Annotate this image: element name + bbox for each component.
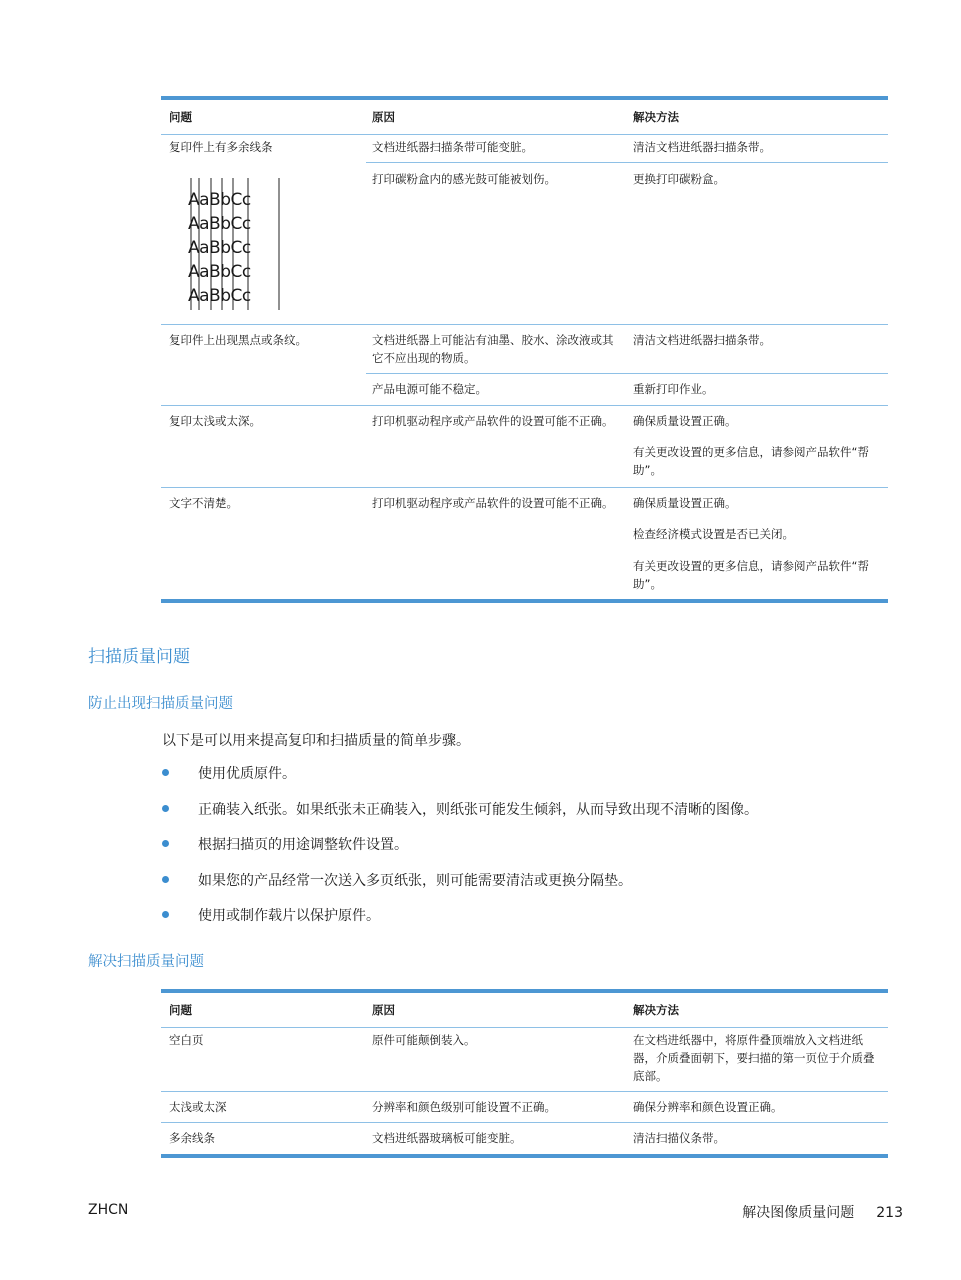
row-divider bbox=[161, 1122, 888, 1123]
bullet-text: 如果您的产品经常一次送入多页纸张，则可能需要清洁或更换分隔垫。 bbox=[198, 872, 632, 889]
table-cell-solution: 确保质量设置正确。 bbox=[633, 414, 737, 428]
table-cell-cause: 文档进纸器扫描条带可能变脏。 bbox=[372, 140, 533, 154]
table-cell-solution: 确保质量设置正确。 bbox=[633, 496, 737, 510]
table-cell-solution: 清洁文档进纸器扫描条带。 bbox=[633, 140, 771, 154]
header-cause: 原因 bbox=[372, 1003, 395, 1017]
prevent-title: 防止出现扫描质量问题 bbox=[88, 696, 233, 712]
table-cell-solution: 清洁扫描仪条带。 bbox=[633, 1131, 725, 1145]
table-cell-problem: 空白页 bbox=[169, 1033, 204, 1047]
bullet-icon bbox=[162, 805, 169, 812]
table-cell-solution: 在文档进纸器中，将原件叠顶端放入文档进纸器，介质叠面朝下，要扫描的第一页位于介质叠底部。 bbox=[633, 1033, 875, 1083]
table-cell-cause: 分辨率和颜色级别可能设置不正确。 bbox=[372, 1100, 556, 1114]
bullet-icon bbox=[162, 769, 169, 776]
table-cell-solution: 更换打印碳粉盒。 bbox=[633, 172, 725, 186]
footer-locale: ZHCN bbox=[88, 1202, 129, 1218]
bullet-icon bbox=[162, 840, 169, 847]
list-item bbox=[162, 799, 758, 835]
copy-quality-table bbox=[161, 96, 888, 604]
row-divider bbox=[161, 405, 888, 406]
sample-text-line: AaBbCc bbox=[188, 190, 251, 210]
row-divider bbox=[161, 487, 888, 488]
table-cell-problem: 复印太浅或太深。 bbox=[169, 414, 261, 428]
footer-chapter-title: 解决图像质量问题 bbox=[742, 1205, 855, 1221]
sample-text-line: AaBbCc bbox=[188, 262, 251, 282]
section-title: 扫描质量问题 bbox=[88, 647, 190, 667]
prevent-bullet-list bbox=[162, 763, 758, 941]
header-solution: 解决方法 bbox=[633, 110, 679, 124]
scan-quality-table bbox=[161, 989, 888, 1159]
prevent-intro: 以下是可以用来提高复印和扫描质量的简单步骤。 bbox=[162, 733, 470, 749]
table-header-row bbox=[161, 993, 888, 1028]
bullet-icon bbox=[162, 876, 169, 883]
table-cell-cause: 原件可能颠倒装入。 bbox=[372, 1033, 476, 1047]
bullet-icon bbox=[162, 911, 169, 918]
table-cell-problem: 多余线条 bbox=[169, 1131, 215, 1145]
table-bottom-rule bbox=[161, 1154, 888, 1158]
header-problem: 问题 bbox=[169, 1003, 192, 1017]
table-cell-solution: 检查经济模式设置是否已关闭。 bbox=[633, 527, 794, 541]
row-divider bbox=[161, 1091, 888, 1092]
table-header-row bbox=[161, 100, 888, 135]
list-item bbox=[162, 763, 758, 799]
table-cell-solution: 有关更改设置的更多信息，请参阅产品软件“帮助”。 bbox=[633, 559, 869, 591]
header-cause: 原因 bbox=[372, 110, 395, 124]
header-solution: 解决方法 bbox=[633, 1003, 679, 1017]
table-cell-cause: 打印碳粉盒内的感光鼓可能被划伤。 bbox=[372, 172, 556, 186]
row-divider bbox=[366, 162, 888, 163]
table-cell-solution: 清洁文档进纸器扫描条带。 bbox=[633, 333, 771, 347]
sample-streaked-text-image bbox=[173, 178, 283, 310]
list-item bbox=[162, 834, 758, 870]
bullet-text: 正确装入纸张。如果纸张未正确装入，则纸张可能发生倾斜，从而导致出现不清晰的图像。 bbox=[198, 801, 758, 818]
table-cell-cause: 打印机驱动程序或产品软件的设置可能不正确。 bbox=[372, 496, 614, 510]
table-cell-cause: 文档进纸器上可能沾有油墨、胶水、涂改液或其它不应出现的物质。 bbox=[372, 333, 614, 365]
table-cell-problem: 文字不清楚。 bbox=[169, 496, 238, 510]
sample-text-line: AaBbCc bbox=[188, 238, 251, 258]
table-bottom-rule bbox=[161, 599, 888, 603]
table-cell-solution: 有关更改设置的更多信息，请参阅产品软件“帮助”。 bbox=[633, 445, 869, 477]
bullet-text: 使用或制作载片以保护原件。 bbox=[198, 908, 380, 924]
table-cell-cause: 产品电源可能不稳定。 bbox=[372, 382, 487, 396]
sample-text-line: AaBbCc bbox=[188, 286, 251, 306]
row-divider bbox=[161, 324, 888, 325]
table-cell-solution: 重新打印作业。 bbox=[633, 382, 714, 396]
sample-text-line: AaBbCc bbox=[188, 214, 251, 234]
table-cell-problem: 复印件上有多余线条 bbox=[169, 140, 273, 154]
table-cell-cause: 打印机驱动程序或产品软件的设置可能不正确。 bbox=[372, 414, 614, 428]
row-divider bbox=[366, 373, 888, 374]
table-cell-problem: 太浅或太深 bbox=[169, 1100, 227, 1114]
footer-chapter bbox=[742, 1202, 903, 1222]
bullet-text: 使用优质原件。 bbox=[198, 766, 296, 782]
list-item bbox=[162, 870, 758, 906]
table-cell-cause: 文档进纸器玻璃板可能变脏。 bbox=[372, 1131, 522, 1145]
list-item bbox=[162, 905, 758, 941]
table-cell-solution: 确保分辨率和颜色设置正确。 bbox=[633, 1100, 783, 1114]
bullet-text: 根据扫描页的用途调整软件设置。 bbox=[198, 837, 408, 853]
header-problem: 问题 bbox=[169, 110, 192, 124]
table-cell-problem: 复印件上出现黑点或条纹。 bbox=[169, 333, 307, 347]
solve-title: 解决扫描质量问题 bbox=[88, 954, 204, 970]
page-number: 213 bbox=[876, 1205, 903, 1221]
